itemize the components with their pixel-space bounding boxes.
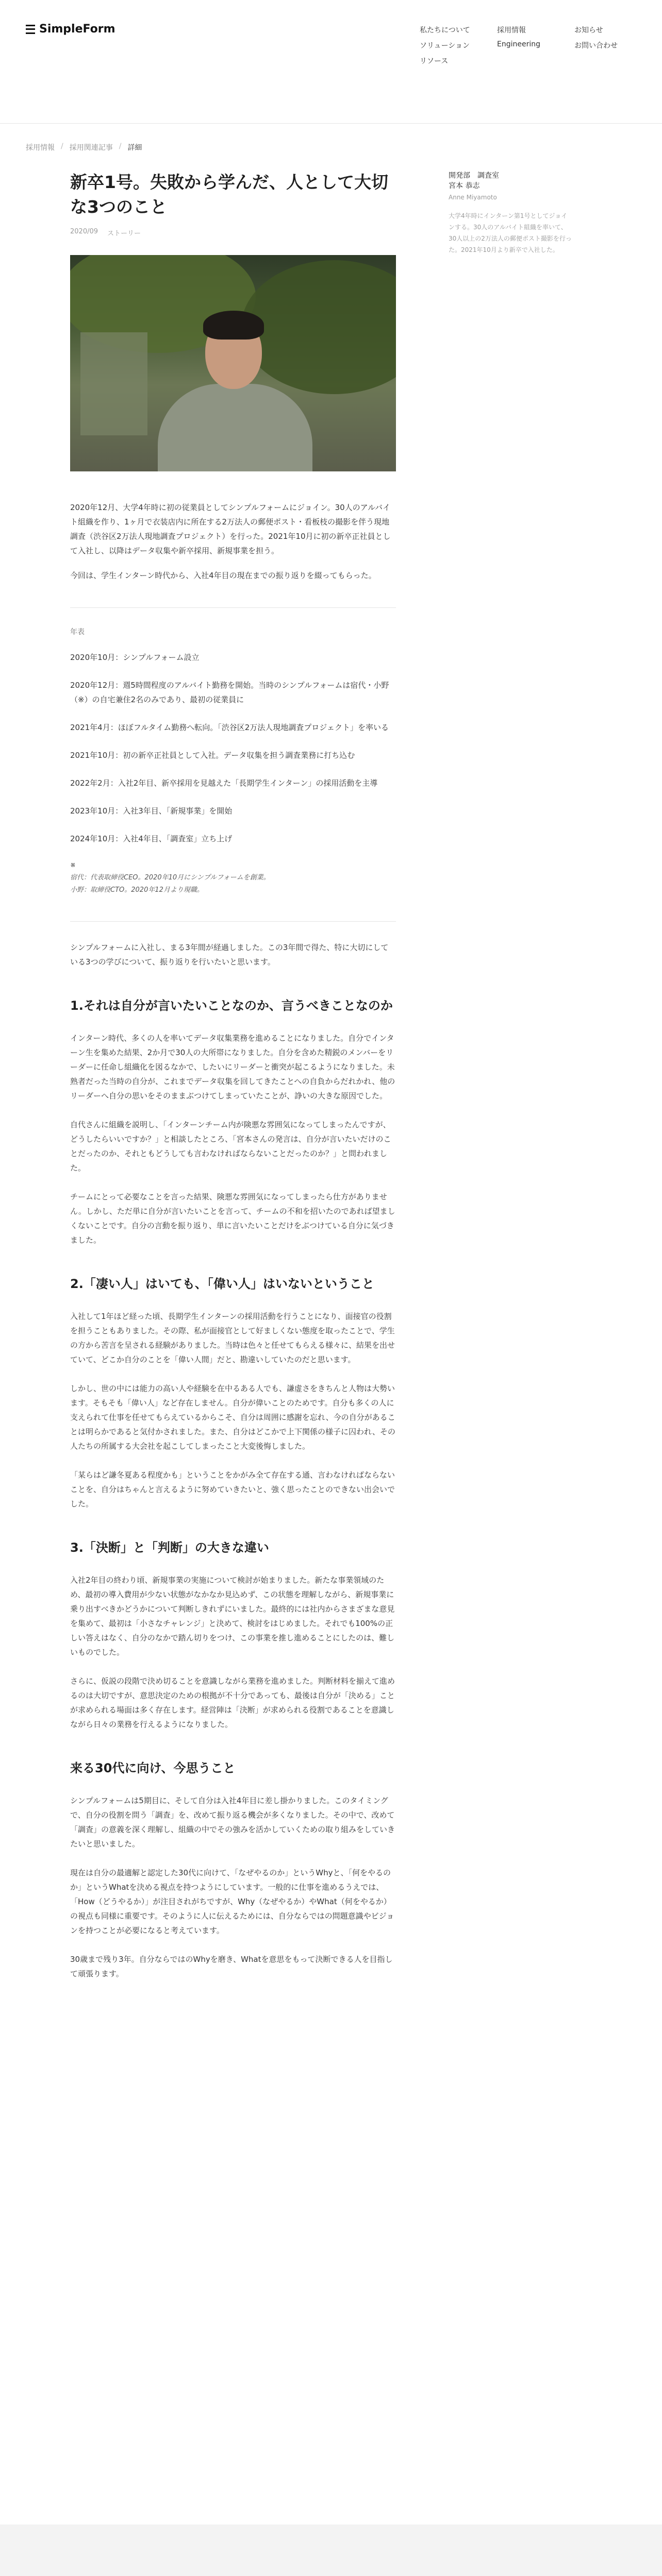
author-role: 開発部 調査室 (449, 172, 499, 180)
divider (70, 607, 396, 608)
timeline-item: 2020年12月：週5時間程度のアルバイト勤務を開始。当時のシンプルフォームは宿代・小野（※）の自宅兼住2名のみであり、最初の従業員に (70, 681, 389, 704)
section-3 (70, 1573, 396, 1732)
intro-paragraph: 2020年12月、大学4年時に初の従業員としてシンプルフォームにジョイン。30人のアルバイト組織を作り、1ヶ月で衣装店内に所在する2万法人の郵便ポスト・看板枝の撮影を伴う現地調査（渋谷区2万法人現地調査プロジェクト）を行った。2021年10月に初の新卒正社員として入社し、以降はデータ収集や新卒採用、新規事業を担う。 (70, 503, 391, 555)
timeline-item: 2021年10月：初の新卒正社員として入社。データ収集を担う調査業務に打ち込む (70, 751, 355, 760)
section-1 (70, 1031, 396, 1247)
lead-paragraph: シンプルフォームに入社し、まる3年間が経過しました。この3年間で得た、特に大切にしている3つの学びについて、振り返りを行いたいと思います。 (70, 943, 389, 967)
intro-section (70, 500, 396, 583)
section-heading: 1.それは自分が言いたいことなのか、言うべきことなのか (70, 998, 393, 1013)
body-paragraph: 自代さんに組織を説明し、「インターンチーム内が険悪な雰囲気になってしまったんですが、どうしたらいいですか？」と相談したところ、「宮本さんの発言は、自分が言いたいだけのことだったのか、それともどうしても言わなければならないことだったのか？」と問われました。 (70, 1120, 391, 1173)
body-paragraph: 入社して1年ほど経った頃、長期学生インターンの採用活動を行うことになり、面接官の役割を担うこともありました。その際、私が面接官として好ましくない態度を取ったことで、学生の方から苦言を呈される経験がありました。当時は色々と任せてもらえる様々に、結果を出せていて、どこか自分のことを「偉い人間」だと、勘違いしていたのだと思います。 (70, 1312, 395, 1364)
nav-news[interactable]: お知らせ (574, 26, 603, 35)
nav-resources[interactable]: リソース (420, 57, 449, 65)
author-name: 宮本 恭志 (449, 182, 480, 190)
author-name-en: Anne Miyamoto (449, 194, 497, 201)
body-paragraph: 30歳まで残り3年。自分ならではのWhyを磨き、Whatを意思をもって決断できる人を目指して頑張ります。 (70, 1955, 393, 1978)
timeline-note: 小野：取締役CTO。2020年12月より現職。 (70, 886, 204, 894)
author-description: 大学4年時にインターン第1号としてジョインする。30人のアルバイト組織を率いて、30人以上の2万法人の郵便ポスト撮影を行った。2021年10月より新卒で入社した。 (449, 212, 572, 253)
body-paragraph: インターン時代、多くの人を率いてデータ収集業務を進めることになりました。自分でインターン生を集めた結果、2か月で30人の大所帯になりました。自分を含めた精鋭のメンバーをリーダーに任命し組織化を図るなかで、したいにリーダーと衝突が起こるようになりました。未熟者だった当時の自分が、これまでデータ収集を回してきたことへの自負からだれかれ、他のリーダーへ自分の思いをそのままぶつけてしまっていたことが、諍いの大きな原因でした。 (70, 1033, 395, 1100)
timeline-label: 年表 (70, 628, 85, 636)
nav-about[interactable]: 私たちについて (420, 26, 470, 35)
section-2 (70, 1309, 396, 1511)
divider (70, 921, 396, 922)
section-4 (70, 1793, 396, 1981)
timeline (70, 626, 396, 896)
body-paragraph: さらに、仮説の段階で決め切ることを意識しながら業務を進めました。判断材料を揃えて進めるのは大切ですが、意思決定のための根拠が不十分であっても、最後は自分が「決める」ことが求められる場面は多く存在します。経営陣は「決断」が求められる役割であることを意識しながら日々の業務を行えるようになりました。 (70, 1676, 395, 1729)
nav-solutions[interactable]: ソリューション (420, 42, 470, 50)
breadcrumb-separator: / (61, 142, 63, 150)
breadcrumb-articles[interactable]: 採用関連記事 (69, 144, 113, 152)
body-paragraph: チームにとって必要なことを言った結果、険悪な雰囲気になってしまったら仕方がありません。しかし、ただ単に自分が言いたいことを言って、チームの不和を招いたのであれば望ましくないことです。自分の言動を振り返り、単に言いたいことだけをぶつけている自分に気づきました。 (70, 1192, 395, 1245)
section-heading: 2.「凄い人」はいても、「偉い人」はいないということ (70, 1277, 374, 1291)
timeline-item: 2020年10月：シンプルフォーム設立 (70, 653, 200, 662)
article-meta (70, 228, 396, 238)
logo-text: SimpleForm (39, 23, 115, 36)
timeline-item: 2024年10月：入社4年目、「調査室」立ち上げ (70, 834, 233, 843)
author-sidebar (449, 170, 572, 256)
breadcrumb (26, 142, 142, 152)
breadcrumb-separator: / (119, 142, 122, 150)
body-paragraph: 「某らはど謙冬夏ある程度かも」ということをかがみ全て存在する通、言わなければならないことを、自分はちゃんと言えるように努めていきたいと、強く思ったことのできない出会いでした。 (70, 1470, 395, 1509)
nav-engineering[interactable]: Engineering (497, 40, 540, 48)
body-paragraph: 現在は自分の最適解と認定した30代に向けて、「なぜやるのか」というWhyと、「何をやるのか」というWhatを決める視点を持つようにしています。一般的に仕事を進めるうえでは、「How（どうやるか）」が注目されがちですが、Why（なぜやるか）やWhat（何をやるか）の視点も同様に重要です。そのように人に伝えるためには、自分ならではの問題意識やビジョンを持つことが必要になると考えています。 (70, 1868, 394, 1935)
nav-careers[interactable]: 採用情報 (497, 26, 526, 35)
article-category[interactable]: ストーリー (107, 230, 141, 238)
nav-contact[interactable]: お問い合わせ (574, 42, 618, 50)
section-heading: 3.「決断」と「判断」の大きな違い (70, 1540, 269, 1555)
body-paragraph: 入社2年目の終わり頃、新規事業の実施について検討が始まりました。新たな事業領域のため、最初の導入費用が少ない状態がなかなか見込めず、この状態を理解しながら、新規事業に乗り出すべきかどうかについて判断しきれずにいました。最終的には社内からさまざまな意見を集めて、最初は「小さなチャレンジ」と決めて、検討をはじめました。それでも100%の正しい答えはなく、自分のなかで踏ん切りをつけ、この事業を推し進めることにしたのは、難しいものでした。 (70, 1575, 395, 1657)
body-paragraph: しかし、世の中には能力の高い人や経験を在中るある人でも、謙虚さをきちんと人物は大勢います。そもそも「偉い人」など存在しません。自分が偉いことのためです。自分も多くの人に支えられて仕事を任せてもらえているからこそ、自分は周囲に感謝を忘れ、今の自分があることは明らかであると気付かされました。また、自分はどこかで上下関係の様子に囚われ、その人たちの所属する大会社を起こしてしまったこと大変後悔しました。 (70, 1384, 395, 1451)
article-date: 2020/09 (70, 228, 98, 235)
body-paragraph: シンプルフォームは5期目に、そして自分は入社4年目に差し掛かりました。このタイミングで、自分の役割を問う「調査」を、改めて振り返る機会が多くなりました。その中で、改めて「調査」の意義を深く理解し、組織の中でその強みを活かしていくための取り組みをしていきたいと思いました。 (70, 1796, 395, 1849)
breadcrumb-careers[interactable]: 採用情報 (26, 144, 55, 152)
intro-paragraph: 今回は、学生インターン時代から、入社4年目の現在までの振り返りを綴ってもらった。 (70, 571, 376, 580)
timeline-note: ※ (70, 861, 76, 869)
section-heading: 来る30代に向け、今思うこと (70, 1761, 236, 1775)
site-logo[interactable] (26, 23, 115, 36)
site-header (0, 0, 662, 124)
menu-icon (26, 25, 35, 34)
main-nav (420, 25, 636, 66)
article-title: 新卒1号。失敗から学んだ、人として大切な3つのこと (70, 172, 388, 217)
timeline-item: 2023年10月：入社3年目、「新規事業」を開始 (70, 806, 233, 816)
timeline-item: 2021年4月：ほぼフルタイム勤務へ転向。「渋谷区2万法人現地調査プロジェクト」を率いる (70, 723, 389, 732)
timeline-note: 宿代：代表取締役CEO。2020年10月にシンプルフォームを創業。 (70, 874, 270, 882)
related-articles (0, 2524, 662, 2576)
breadcrumb-current: 詳細 (127, 144, 142, 152)
timeline-item: 2022年2月：入社2年目、新卒採用を見越えた「長期学生インターン」の採用活動を主導 (70, 778, 378, 788)
article (70, 170, 396, 1995)
hero-photo (70, 255, 396, 471)
